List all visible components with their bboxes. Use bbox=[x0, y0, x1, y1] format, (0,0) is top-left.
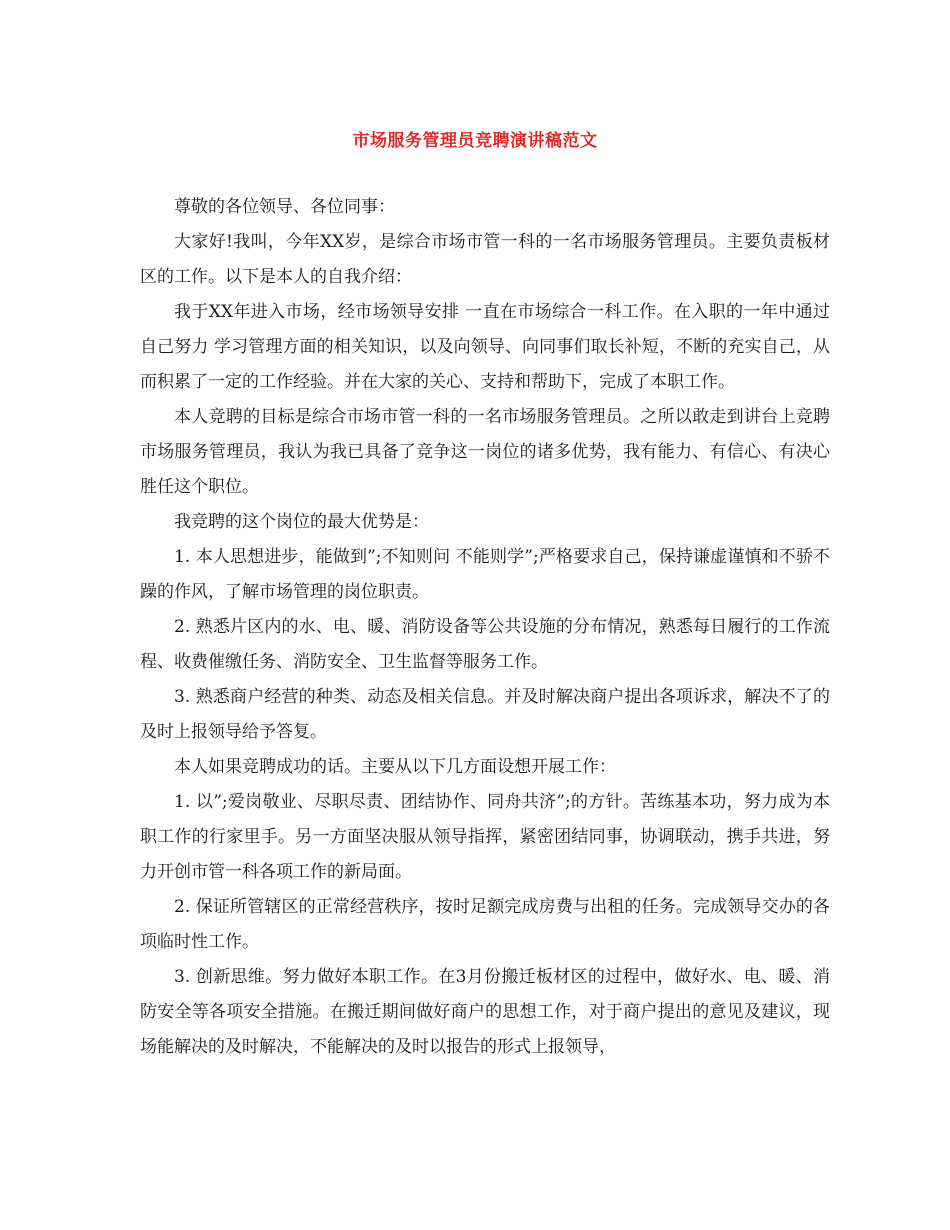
paragraph-introduction: 大家好!我叫，今年XX岁，是综合市场市管一科的一名市场服务管理员。主要负责板材区的工作。以下是本人的自我介绍： bbox=[140, 232, 830, 287]
paragraph-greeting: 尊敬的各位领导、各位同事： bbox=[174, 197, 395, 217]
paragraph-advantage-3: 3. 熟悉商户经营的种类、动态及相关信息。并及时解决商户提出各项诉求，解决不了的及时上报领导给予答复。 bbox=[140, 687, 830, 742]
paragraph-plan-3: 3. 创新思维。努力做好本职工作。在3月份搬迁板材区的过程中，做好水、电、暖、消防安全等各项安全措施。在搬迁期间做好商户的思想工作，对于商户提出的意见及建议，现场能解决的及时解决，不能解决的及时以报告的形式上报领导， bbox=[140, 967, 830, 1057]
paragraph-advantages-heading: 我竞聘的这个岗位的最大优势是： bbox=[174, 512, 429, 532]
document-body bbox=[140, 190, 830, 1065]
paragraph-goal: 本人竞聘的目标是综合市场市管一科的一名市场服务管理员。之所以敢走到讲台上竞聘市场服务管理员，我认为我已具备了竞争这一岗位的诸多优势，我有能力、有信心、有决心胜任这个职位。 bbox=[140, 407, 830, 497]
paragraph-advantage-1: 1. 本人思想进步，能做到”;不知则问 不能则学”;严格要求自己，保持谦虚谨慎和不骄不躁的作风，了解市场管理的岗位职责。 bbox=[140, 547, 830, 602]
paragraph-plan-2: 2. 保证所管辖区的正常经营秩序，按时足额完成房费与出租的任务。完成领导交办的各项临时性工作。 bbox=[140, 897, 830, 952]
document-title: 市场服务管理员竞聘演讲稿范文 bbox=[352, 131, 598, 151]
paragraph-work-history: 我于XX年进入市场，经市场领导安排 一直在市场综合一科工作。在入职的一年中通过自己努力 学习管理方面的相关知识，以及向领导、向同事们取长补短，不断的充实自己，从而积累了一定的工作经验。并在大家的关心、支持和帮助下，完成了本职工作。 bbox=[140, 302, 830, 392]
paragraph-plan-1: 1. 以”;爱岗敬业、尽职尽责、团结协作、同舟共济”;的方针。苦练基本功，努力成为本职工作的行家里手。另一方面坚决服从领导指挥，紧密团结同事，协调联动，携手共进，努力开创市管一科各项工作的新局面。 bbox=[140, 792, 830, 882]
paragraph-plans-heading: 本人如果竞聘成功的话。主要从以下几方面设想开展工作： bbox=[174, 757, 616, 777]
paragraph-advantage-2: 2. 熟悉片区内的水、电、暖、消防设备等公共设施的分布情况，熟悉每日履行的工作流程、收费催缴任务、消防安全、卫生监督等服务工作。 bbox=[140, 617, 830, 672]
